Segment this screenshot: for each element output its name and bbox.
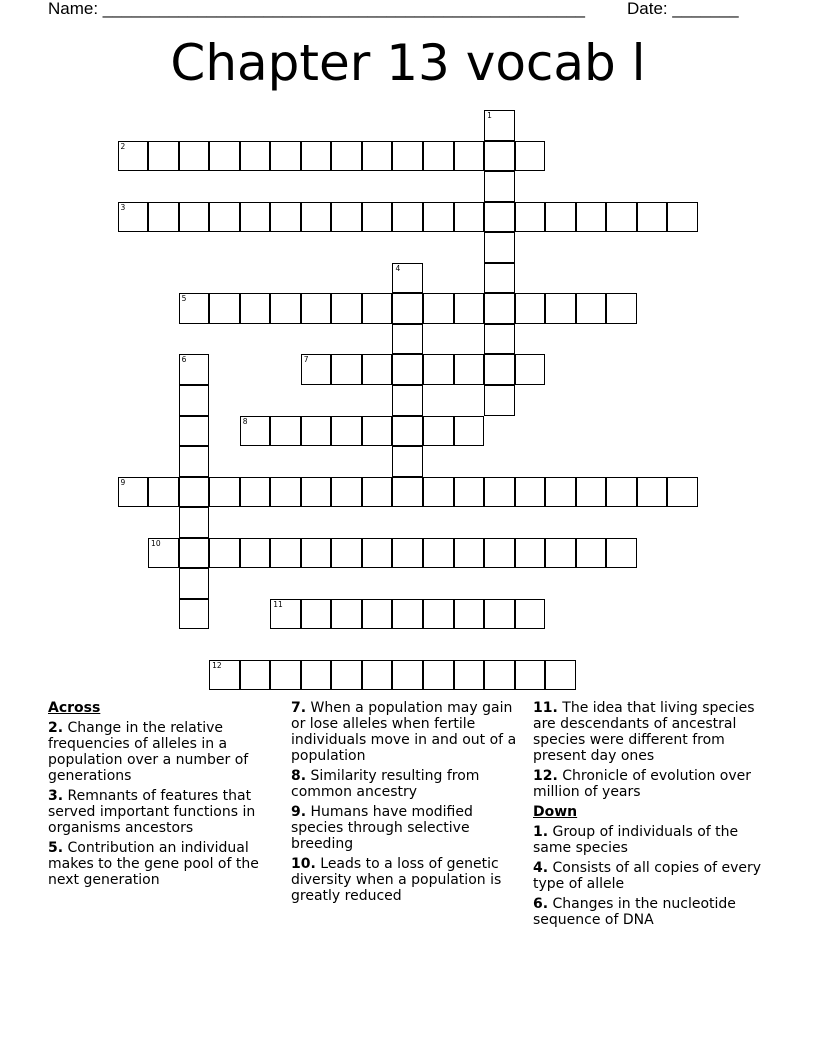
crossword-cell[interactable]: [331, 599, 362, 630]
clue-number: 7.: [291, 700, 307, 716]
cell-number: 2: [120, 141, 126, 151]
clue-number: 11.: [533, 700, 558, 716]
crossword-cell[interactable]: [240, 477, 271, 508]
crossword-cell[interactable]: [148, 477, 179, 508]
clue-down-1: [533, 824, 763, 856]
crossword-cell[interactable]: [301, 416, 332, 447]
cell-number: 7: [303, 355, 309, 365]
crossword-cell[interactable]: [148, 202, 179, 233]
cell-number: 11: [273, 599, 283, 609]
clue-number: 10.: [291, 856, 316, 872]
crossword-cell[interactable]: [392, 324, 423, 355]
cell-number: 6: [181, 355, 187, 365]
crossword-cell[interactable]: [240, 141, 271, 172]
clue-number: 6.: [533, 896, 549, 912]
crossword-cell[interactable]: [515, 477, 546, 508]
crossword-cell[interactable]: [423, 660, 454, 691]
date-field-label: Date: _______: [627, 0, 739, 18]
crossword-cell[interactable]: [362, 416, 393, 447]
crossword-cell[interactable]: [392, 354, 423, 385]
page-title: Chapter 13 vocab l: [170, 34, 646, 92]
crossword-cell[interactable]: [240, 538, 271, 569]
crossword-cell[interactable]: [545, 660, 576, 691]
crossword-cell[interactable]: [423, 293, 454, 324]
crossword-cell[interactable]: [392, 477, 423, 508]
clue-across-11: [533, 700, 763, 764]
across-heading: Across: [48, 700, 101, 716]
crossword-cell[interactable]: [392, 416, 423, 447]
crossword-cell[interactable]: [454, 416, 485, 447]
cell-number: 9: [120, 477, 126, 487]
clue-across-7: [291, 700, 523, 764]
crossword-cell[interactable]: [484, 477, 515, 508]
clue-across-8: [291, 768, 523, 800]
crossword-cell[interactable]: [576, 202, 607, 233]
crossword-cell[interactable]: [209, 538, 240, 569]
crossword-cell[interactable]: [270, 599, 301, 630]
clue-number: 8.: [291, 768, 307, 784]
crossword-cell[interactable]: [484, 538, 515, 569]
crossword-cell[interactable]: [270, 416, 301, 447]
crossword-cell[interactable]: [392, 202, 423, 233]
crossword-cell[interactable]: [362, 599, 393, 630]
crossword-cell[interactable]: [515, 202, 546, 233]
crossword-cell[interactable]: [454, 660, 485, 691]
crossword-cell[interactable]: [301, 293, 332, 324]
crossword-cell[interactable]: [484, 354, 515, 385]
crossword-cell[interactable]: [270, 293, 301, 324]
crossword-cell[interactable]: [606, 477, 637, 508]
cell-number: 5: [181, 294, 187, 304]
crossword-cell[interactable]: [576, 293, 607, 324]
crossword-cell[interactable]: [484, 110, 515, 141]
crossword-cell[interactable]: [454, 599, 485, 630]
crossword-cell[interactable]: [362, 202, 393, 233]
crossword-cell[interactable]: [423, 477, 454, 508]
clue-number: 9.: [291, 804, 307, 820]
crossword-cell[interactable]: [606, 202, 637, 233]
crossword-cell[interactable]: [331, 141, 362, 172]
crossword-cell[interactable]: [118, 477, 149, 508]
crossword-cell[interactable]: [545, 293, 576, 324]
crossword-cell[interactable]: [423, 599, 454, 630]
cell-number: 10: [151, 538, 161, 548]
clue-text: Consists of all copies of every type of allele: [533, 860, 762, 892]
clue-text: Contribution an individual makes to the gene pool of the next generation: [48, 840, 259, 888]
crossword-cell[interactable]: [240, 660, 271, 691]
crossword-cell[interactable]: [362, 354, 393, 385]
crossword-cell[interactable]: [454, 538, 485, 569]
crossword-cell[interactable]: [484, 232, 515, 263]
crossword-cell[interactable]: [301, 141, 332, 172]
crossword-cell[interactable]: [301, 202, 332, 233]
clue-number: 2.: [48, 720, 64, 736]
crossword-cell[interactable]: [606, 293, 637, 324]
crossword-cell[interactable]: [454, 202, 485, 233]
crossword-cell[interactable]: [179, 599, 210, 630]
crossword-cell[interactable]: [118, 202, 149, 233]
crossword-cell[interactable]: [637, 202, 668, 233]
crossword-cell[interactable]: [545, 477, 576, 508]
clue-across-2: [48, 720, 280, 784]
crossword-cell[interactable]: [209, 202, 240, 233]
crossword-cell[interactable]: [515, 538, 546, 569]
crossword-cell[interactable]: [484, 599, 515, 630]
crossword-cell[interactable]: [454, 141, 485, 172]
crossword-cell[interactable]: [484, 385, 515, 416]
clues-column-2: [291, 700, 523, 908]
clue-across-5: [48, 840, 280, 888]
clues-column-1: [48, 700, 280, 892]
crossword-cell[interactable]: [392, 660, 423, 691]
crossword-cell[interactable]: [301, 538, 332, 569]
crossword-cell[interactable]: [576, 477, 607, 508]
crossword-cell[interactable]: [454, 477, 485, 508]
crossword-cell[interactable]: [209, 141, 240, 172]
crossword-cell[interactable]: [209, 477, 240, 508]
clue-number: 5.: [48, 840, 64, 856]
cell-number: 8: [242, 416, 248, 426]
clue-down-4: [533, 860, 763, 892]
crossword-cell[interactable]: [301, 599, 332, 630]
clues-column-3: [533, 700, 763, 932]
crossword-cell[interactable]: [270, 141, 301, 172]
clue-text: When a population may gain or lose alleles when fertile individuals move in and out of a population: [291, 700, 517, 764]
crossword-cell[interactable]: [392, 293, 423, 324]
clue-text: Leads to a loss of genetic diversity when a population is greatly reduced: [291, 856, 502, 904]
crossword-cell[interactable]: [362, 538, 393, 569]
crossword-cell[interactable]: [454, 354, 485, 385]
crossword-cell[interactable]: [392, 385, 423, 416]
crossword-cell[interactable]: [362, 293, 393, 324]
crossword-cell[interactable]: [209, 660, 240, 691]
clue-across-3: [48, 788, 280, 836]
cell-number: 3: [120, 202, 126, 212]
clue-number: 12.: [533, 768, 558, 784]
clue-across-10: [291, 856, 523, 904]
crossword-cell[interactable]: [270, 202, 301, 233]
crossword-cell[interactable]: [362, 141, 393, 172]
crossword-cell[interactable]: [179, 507, 210, 538]
clue-number: 3.: [48, 788, 64, 804]
crossword-cell[interactable]: [331, 477, 362, 508]
crossword-cell[interactable]: [484, 263, 515, 294]
crossword-cell[interactable]: [179, 416, 210, 447]
crossword-cell[interactable]: [301, 477, 332, 508]
crossword-cell[interactable]: [148, 141, 179, 172]
crossword-cell[interactable]: [423, 416, 454, 447]
crossword-cell[interactable]: [606, 538, 637, 569]
crossword-cell[interactable]: [179, 141, 210, 172]
crossword-cell[interactable]: [270, 660, 301, 691]
crossword-cell[interactable]: [179, 477, 210, 508]
crossword-cell[interactable]: [484, 141, 515, 172]
crossword-cell[interactable]: [423, 141, 454, 172]
clue-down-6: [533, 896, 763, 928]
crossword-cell[interactable]: [667, 202, 698, 233]
crossword-cell[interactable]: [179, 202, 210, 233]
name-field-label: Name: ___________________________________________________: [48, 0, 585, 18]
clue-text: Similarity resulting from common ancestry: [291, 768, 480, 800]
crossword-cell[interactable]: [331, 660, 362, 691]
crossword-cell[interactable]: [270, 538, 301, 569]
crossword-cell[interactable]: [331, 354, 362, 385]
cell-number: 4: [395, 263, 401, 273]
crossword-cell[interactable]: [484, 171, 515, 202]
clue-number: 4.: [533, 860, 549, 876]
cell-number: 12: [212, 660, 222, 670]
crossword-cell[interactable]: [331, 202, 362, 233]
crossword-cell[interactable]: [118, 141, 149, 172]
crossword-cell[interactable]: [179, 446, 210, 477]
down-heading: Down: [533, 804, 578, 820]
clue-text: The idea that living species are descendants of ancestral species were different from present day ones: [533, 700, 755, 764]
crossword-cell[interactable]: [362, 660, 393, 691]
crossword-cell[interactable]: [392, 141, 423, 172]
clue-text: Humans have modified species through selective breeding: [291, 804, 473, 852]
crossword-cell[interactable]: [270, 477, 301, 508]
crossword-cell[interactable]: [515, 599, 546, 630]
crossword-cell[interactable]: [331, 416, 362, 447]
crossword-cell[interactable]: [576, 538, 607, 569]
crossword-cell[interactable]: [179, 354, 210, 385]
crossword-cell[interactable]: [423, 538, 454, 569]
crossword-cell[interactable]: [392, 263, 423, 294]
crossword-cell[interactable]: [392, 446, 423, 477]
crossword-cell[interactable]: [209, 293, 240, 324]
crossword-cell[interactable]: [331, 538, 362, 569]
crossword-cell[interactable]: [392, 599, 423, 630]
crossword-cell[interactable]: [423, 202, 454, 233]
clue-text: Changes in the nucleotide sequence of DNA: [533, 896, 736, 928]
crossword-cell[interactable]: [545, 202, 576, 233]
crossword-cell[interactable]: [515, 660, 546, 691]
crossword-cell[interactable]: [484, 202, 515, 233]
crossword-cell[interactable]: [484, 660, 515, 691]
clue-text: Change in the relative frequencies of alleles in a population over a number of generations: [48, 720, 249, 784]
clue-across-9: [291, 804, 523, 852]
crossword-cell[interactable]: [179, 538, 210, 569]
clue-across-12: [533, 768, 763, 800]
crossword-cell[interactable]: [301, 660, 332, 691]
crossword-cell[interactable]: [667, 477, 698, 508]
crossword-cell[interactable]: [515, 354, 546, 385]
crossword-cell[interactable]: [240, 202, 271, 233]
crossword-cell[interactable]: [484, 293, 515, 324]
crossword-cell[interactable]: [515, 141, 546, 172]
crossword-cell[interactable]: [362, 477, 393, 508]
crossword-cell[interactable]: [179, 293, 210, 324]
clue-text: Chronicle of evolution over million of years: [533, 768, 751, 800]
clue-text: Remnants of features that served important functions in organisms ancestors: [48, 788, 256, 836]
crossword-cell[interactable]: [240, 416, 271, 447]
crossword-cell[interactable]: [240, 293, 271, 324]
crossword-cell[interactable]: [515, 293, 546, 324]
clue-text: Group of individuals of the same species: [533, 824, 739, 856]
crossword-cell[interactable]: [179, 385, 210, 416]
cell-number: 1: [487, 111, 492, 120]
crossword-cell[interactable]: [331, 293, 362, 324]
crossword-cell[interactable]: [423, 354, 454, 385]
crossword-cell[interactable]: [637, 477, 668, 508]
crossword-cell[interactable]: [148, 538, 179, 569]
crossword-cell[interactable]: [179, 568, 210, 599]
crossword-cell[interactable]: [301, 354, 332, 385]
crossword-cell[interactable]: [484, 324, 515, 355]
clue-number: 1.: [533, 824, 549, 840]
crossword-cell[interactable]: [545, 538, 576, 569]
crossword-cell[interactable]: [392, 538, 423, 569]
crossword-cell[interactable]: [454, 293, 485, 324]
